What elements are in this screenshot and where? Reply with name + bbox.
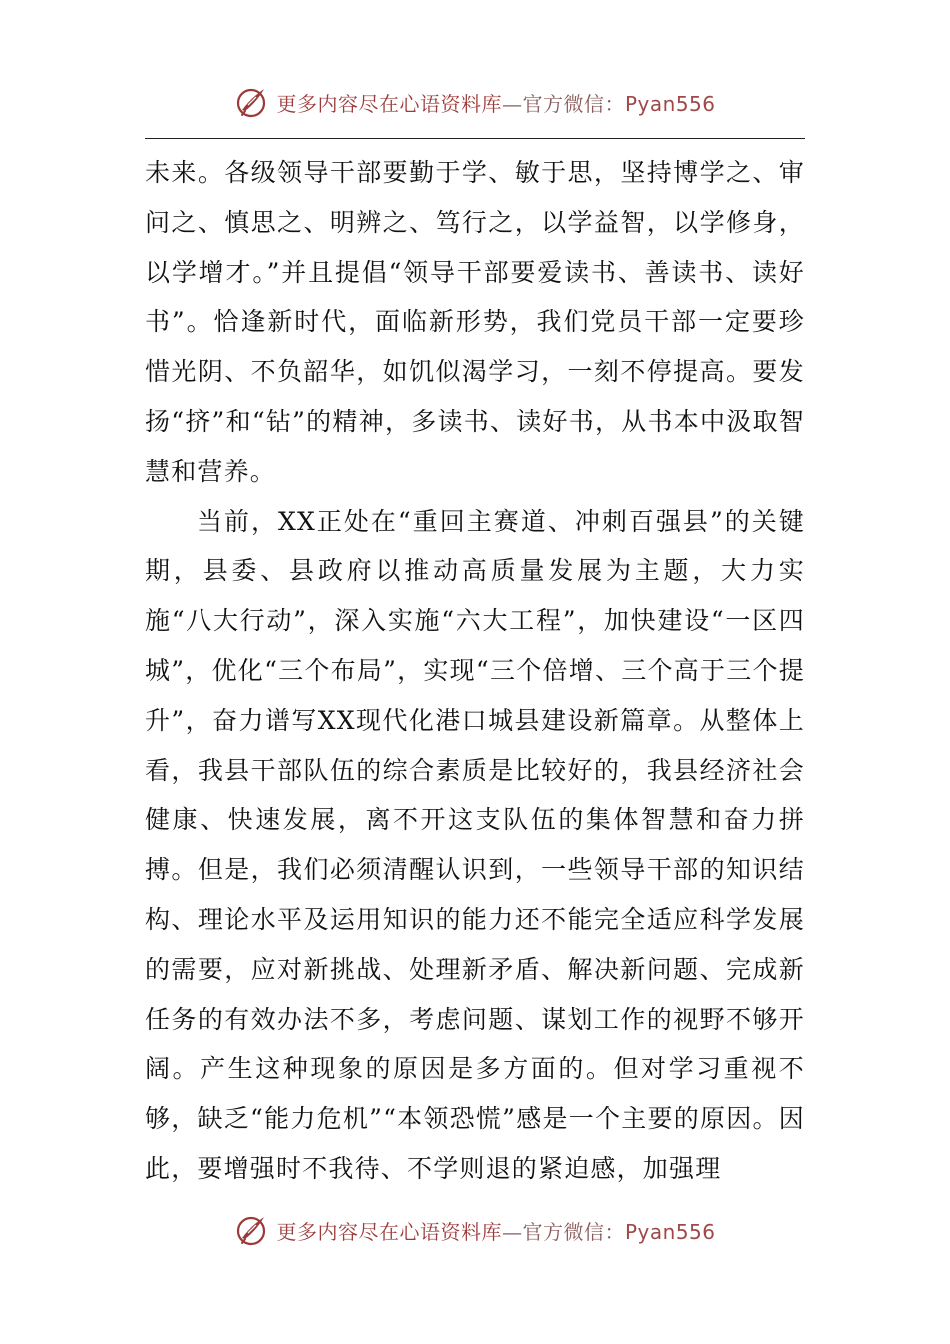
footer-watermark-text [276,1216,715,1245]
header-watermark-sep: —官方微信： [501,91,625,116]
header-watermark-brand: Pyan556 [624,91,716,116]
header-divider [145,138,805,139]
footer-watermark-main: 更多内容尽在心语资料库 [276,1219,502,1244]
body-paragraph-1: 未来。各级领导干部要勤于学、敏于思，坚持博学之、审问之、慎思之、明辨之、笃行之，以学益智，以学修身，以学增才。”并且提倡“领导干部要爱读书、善读书、读好书”。恰逢新时代，面临新形势，我们党员干部一定要珍惜光阴、不负韶华，如饥似渴学习，一刻不停提高。要发扬“挤”和“钻”的精神，多读书、读好书，从书本中汲取智慧和营养。 [145,158,805,486]
quill-pen-seal-icon [234,84,270,120]
header-watermark-main: 更多内容尽在心语资料库 [276,91,502,116]
body-paragraph-2: 当前，XX正处在“重回主赛道、冲刺百强县”的关键期，县委、县政府以推动高质量发展为主题，大力实施“八大行动”，深入实施“六大工程”，加快建设“一区四城”，优化“三个布局”，实现“三个倍增、三个高于三个提升”，奋力谱写XX现代化港口城县建设新篇章。从整体上看，我县干部队伍的综合素质是比较好的，我县经济社会健康、快速发展，离不开这支队伍的集体智慧和奋力拼搏。但是，我们必须清醒认识到，一些领导干部的知识结构、理论水平及运用知识的能力还不能完全适应科学发展的需要，应对新挑战、处理新矛盾、解决新问题、完成新任务的有效办法不多，考虑问题、谋划工作的视野不够开阔。产生这种现象的原因是多方面的。但对学习重视不够，缺乏“能力危机”“本领恐慌”感是一个主要的原因。因此，要增强时不我待、不学则退的紧迫感，加强理 [145,506,805,1183]
document-body [145,148,805,1194]
footer-watermark-brand: Pyan556 [624,1219,716,1244]
footer-watermark [0,1210,950,1250]
header-watermark [0,82,950,122]
footer-watermark-sep: —官方微信： [501,1219,625,1244]
header-watermark-text [276,88,715,117]
quill-pen-seal-icon [234,1212,270,1248]
